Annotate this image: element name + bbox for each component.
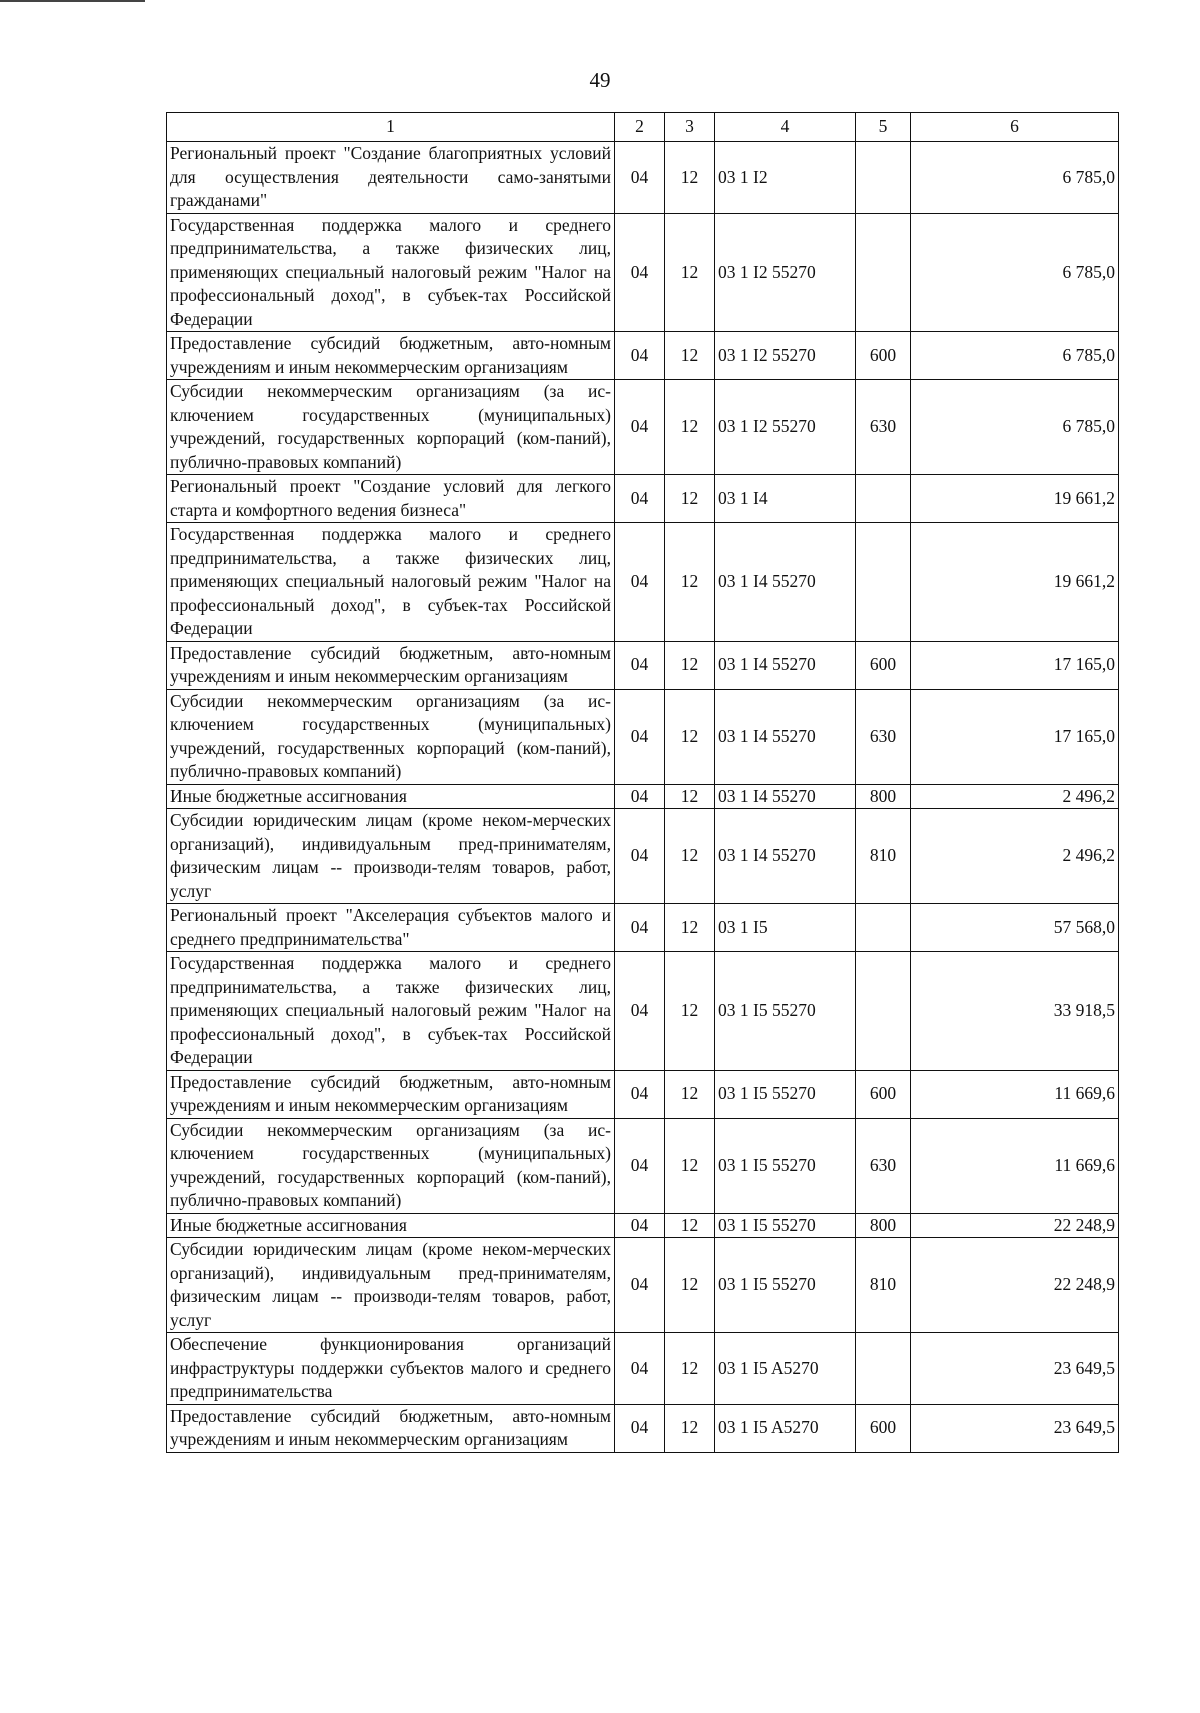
row-subsection-code: 12: [665, 213, 715, 332]
header-col-4: 4: [715, 113, 856, 142]
row-section-code: 04: [615, 1070, 665, 1118]
row-section-code: 04: [615, 1118, 665, 1213]
row-target-article: 03 1 I5: [715, 904, 856, 952]
row-subsection-code: 12: [665, 1118, 715, 1213]
row-subsection-code: 12: [665, 784, 715, 809]
row-name: Субсидии некоммерческим организациям (за ис-ключением государственных (муниципальных) учреждений, государственных корпораций (ком-паний), публично-правовых компаний): [167, 380, 615, 475]
row-expense-type: 600: [856, 332, 911, 380]
table-row: [167, 784, 1119, 809]
table-row: [167, 142, 1119, 214]
row-expense-type: [856, 475, 911, 523]
row-amount: 17 165,0: [911, 689, 1119, 784]
header-col-1: 1: [167, 113, 615, 142]
row-section-code: 04: [615, 380, 665, 475]
row-expense-type: [856, 142, 911, 214]
row-name: Иные бюджетные ассигнования: [167, 1213, 615, 1238]
row-target-article: 03 1 I2: [715, 142, 856, 214]
row-target-article: 03 1 I4 55270: [715, 784, 856, 809]
header-col-5: 5: [856, 113, 911, 142]
table-row: [167, 523, 1119, 642]
row-target-article: 03 1 I5 55270: [715, 952, 856, 1071]
row-subsection-code: 12: [665, 142, 715, 214]
row-target-article: 03 1 I5 55270: [715, 1238, 856, 1333]
row-target-article: 03 1 I5 55270: [715, 1118, 856, 1213]
row-subsection-code: 12: [665, 641, 715, 689]
table-row: [167, 1213, 1119, 1238]
row-target-article: 03 1 I4 55270: [715, 689, 856, 784]
header-col-6: 6: [911, 113, 1119, 142]
row-section-code: 04: [615, 332, 665, 380]
row-name: Обеспечение функционирования организаций инфраструктуры поддержки субъектов малого и среднего предпринимательства: [167, 1333, 615, 1405]
table-row: [167, 1070, 1119, 1118]
table-row: [167, 1404, 1119, 1452]
row-section-code: 04: [615, 952, 665, 1071]
row-name: Предоставление субсидий бюджетным, авто-номным учреждениям и иным некоммерческим организациям: [167, 1070, 615, 1118]
row-subsection-code: 12: [665, 1333, 715, 1405]
row-target-article: 03 1 I4: [715, 475, 856, 523]
row-name: Государственная поддержка малого и среднего предпринимательства, а также физических лиц, применяющих специальный налоговый режим "Налог на профессиональный доход", в субъек-тах Российской Федерации: [167, 952, 615, 1071]
row-target-article: 03 1 I4 55270: [715, 523, 856, 642]
row-section-code: 04: [615, 809, 665, 904]
row-name: Иные бюджетные ассигнования: [167, 784, 615, 809]
row-amount: 2 496,2: [911, 784, 1119, 809]
table-row: [167, 689, 1119, 784]
row-expense-type: [856, 213, 911, 332]
row-subsection-code: 12: [665, 1070, 715, 1118]
row-amount: 6 785,0: [911, 142, 1119, 214]
table-row: [167, 475, 1119, 523]
table-row: [167, 1333, 1119, 1405]
row-name: Субсидии некоммерческим организациям (за ис-ключением государственных (муниципальных) учреждений, государственных корпораций (ком-паний), публично-правовых компаний): [167, 1118, 615, 1213]
row-amount: 19 661,2: [911, 523, 1119, 642]
table-row: [167, 332, 1119, 380]
row-target-article: 03 1 I2 55270: [715, 332, 856, 380]
row-section-code: 04: [615, 142, 665, 214]
row-expense-type: 600: [856, 641, 911, 689]
row-target-article: 03 1 I5 A5270: [715, 1404, 856, 1452]
row-expense-type: 630: [856, 380, 911, 475]
row-target-article: 03 1 I4 55270: [715, 809, 856, 904]
budget-table: [166, 112, 1119, 1453]
row-name: Предоставление субсидий бюджетным, авто-номным учреждениям и иным некоммерческим организациям: [167, 641, 615, 689]
row-section-code: 04: [615, 1213, 665, 1238]
row-amount: 57 568,0: [911, 904, 1119, 952]
row-expense-type: [856, 904, 911, 952]
row-subsection-code: 12: [665, 475, 715, 523]
table-row: [167, 1238, 1119, 1333]
row-expense-type: 600: [856, 1070, 911, 1118]
row-amount: 17 165,0: [911, 641, 1119, 689]
row-amount: 6 785,0: [911, 213, 1119, 332]
table-row: [167, 380, 1119, 475]
row-target-article: 03 1 I2 55270: [715, 380, 856, 475]
header-col-2: 2: [615, 113, 665, 142]
row-name: Региональный проект "Акселерация субъектов малого и среднего предпринимательства": [167, 904, 615, 952]
row-amount: 22 248,9: [911, 1213, 1119, 1238]
row-expense-type: 800: [856, 1213, 911, 1238]
row-amount: 23 649,5: [911, 1333, 1119, 1405]
header-row: [167, 113, 1119, 142]
row-target-article: 03 1 I5 A5270: [715, 1333, 856, 1405]
row-section-code: 04: [615, 904, 665, 952]
row-expense-type: 810: [856, 809, 911, 904]
scan-edge-line: [0, 0, 145, 2]
row-amount: 11 669,6: [911, 1118, 1119, 1213]
row-subsection-code: 12: [665, 1238, 715, 1333]
row-section-code: 04: [615, 1333, 665, 1405]
row-name: Субсидии некоммерческим организациям (за ис-ключением государственных (муниципальных) учреждений, государственных корпораций (ком-паний), публично-правовых компаний): [167, 689, 615, 784]
row-subsection-code: 12: [665, 1213, 715, 1238]
row-amount: 19 661,2: [911, 475, 1119, 523]
table-row: [167, 952, 1119, 1071]
table-row: [167, 213, 1119, 332]
row-subsection-code: 12: [665, 904, 715, 952]
table-row: [167, 904, 1119, 952]
row-expense-type: 810: [856, 1238, 911, 1333]
row-name: Субсидии юридическим лицам (кроме неком-мерческих организаций), индивидуальным пред-принимателям, физическим лицам -- производи-телям товаров, работ, услуг: [167, 809, 615, 904]
row-target-article: 03 1 I5 55270: [715, 1070, 856, 1118]
row-section-code: 04: [615, 213, 665, 332]
row-subsection-code: 12: [665, 523, 715, 642]
row-target-article: 03 1 I5 55270: [715, 1213, 856, 1238]
row-subsection-code: 12: [665, 689, 715, 784]
row-name: Субсидии юридическим лицам (кроме неком-мерческих организаций), индивидуальным пред-принимателям, физическим лицам -- производи-телям товаров, работ, услуг: [167, 1238, 615, 1333]
row-amount: 6 785,0: [911, 380, 1119, 475]
row-name: Предоставление субсидий бюджетным, авто-номным учреждениям и иным некоммерческим организациям: [167, 1404, 615, 1452]
page-number: 49: [589, 68, 611, 92]
row-name: Государственная поддержка малого и среднего предпринимательства, а также физических лиц, применяющих специальный налоговый режим "Налог на профессиональный доход", в субъек-тах Российской Федерации: [167, 213, 615, 332]
row-expense-type: 630: [856, 689, 911, 784]
row-expense-type: 800: [856, 784, 911, 809]
row-target-article: 03 1 I2 55270: [715, 213, 856, 332]
row-section-code: 04: [615, 523, 665, 642]
table-row: [167, 809, 1119, 904]
row-name: Государственная поддержка малого и среднего предпринимательства, а также физических лиц, применяющих специальный налоговый режим "Налог на профессиональный доход", в субъек-тах Российской Федерации: [167, 523, 615, 642]
row-amount: 2 496,2: [911, 809, 1119, 904]
table-row: [167, 641, 1119, 689]
table-row: [167, 1118, 1119, 1213]
row-section-code: 04: [615, 641, 665, 689]
row-subsection-code: 12: [665, 332, 715, 380]
row-expense-type: 630: [856, 1118, 911, 1213]
row-expense-type: [856, 523, 911, 642]
row-amount: 11 669,6: [911, 1070, 1119, 1118]
row-expense-type: [856, 952, 911, 1071]
row-name: Региональный проект "Создание благоприятных условий для осуществления деятельности само-занятыми гражданами": [167, 142, 615, 214]
header-col-3: 3: [665, 113, 715, 142]
row-subsection-code: 12: [665, 809, 715, 904]
row-subsection-code: 12: [665, 1404, 715, 1452]
row-amount: 33 918,5: [911, 952, 1119, 1071]
row-section-code: 04: [615, 1238, 665, 1333]
row-name: Региональный проект "Создание условий для легкого старта и комфортного ведения бизнеса": [167, 475, 615, 523]
row-subsection-code: 12: [665, 952, 715, 1071]
row-amount: 23 649,5: [911, 1404, 1119, 1452]
row-section-code: 04: [615, 475, 665, 523]
row-expense-type: [856, 1333, 911, 1405]
row-amount: 6 785,0: [911, 332, 1119, 380]
row-section-code: 04: [615, 1404, 665, 1452]
row-target-article: 03 1 I4 55270: [715, 641, 856, 689]
row-expense-type: 600: [856, 1404, 911, 1452]
row-subsection-code: 12: [665, 380, 715, 475]
row-amount: 22 248,9: [911, 1238, 1119, 1333]
row-section-code: 04: [615, 784, 665, 809]
row-section-code: 04: [615, 689, 665, 784]
row-name: Предоставление субсидий бюджетным, авто-номным учреждениям и иным некоммерческим организациям: [167, 332, 615, 380]
